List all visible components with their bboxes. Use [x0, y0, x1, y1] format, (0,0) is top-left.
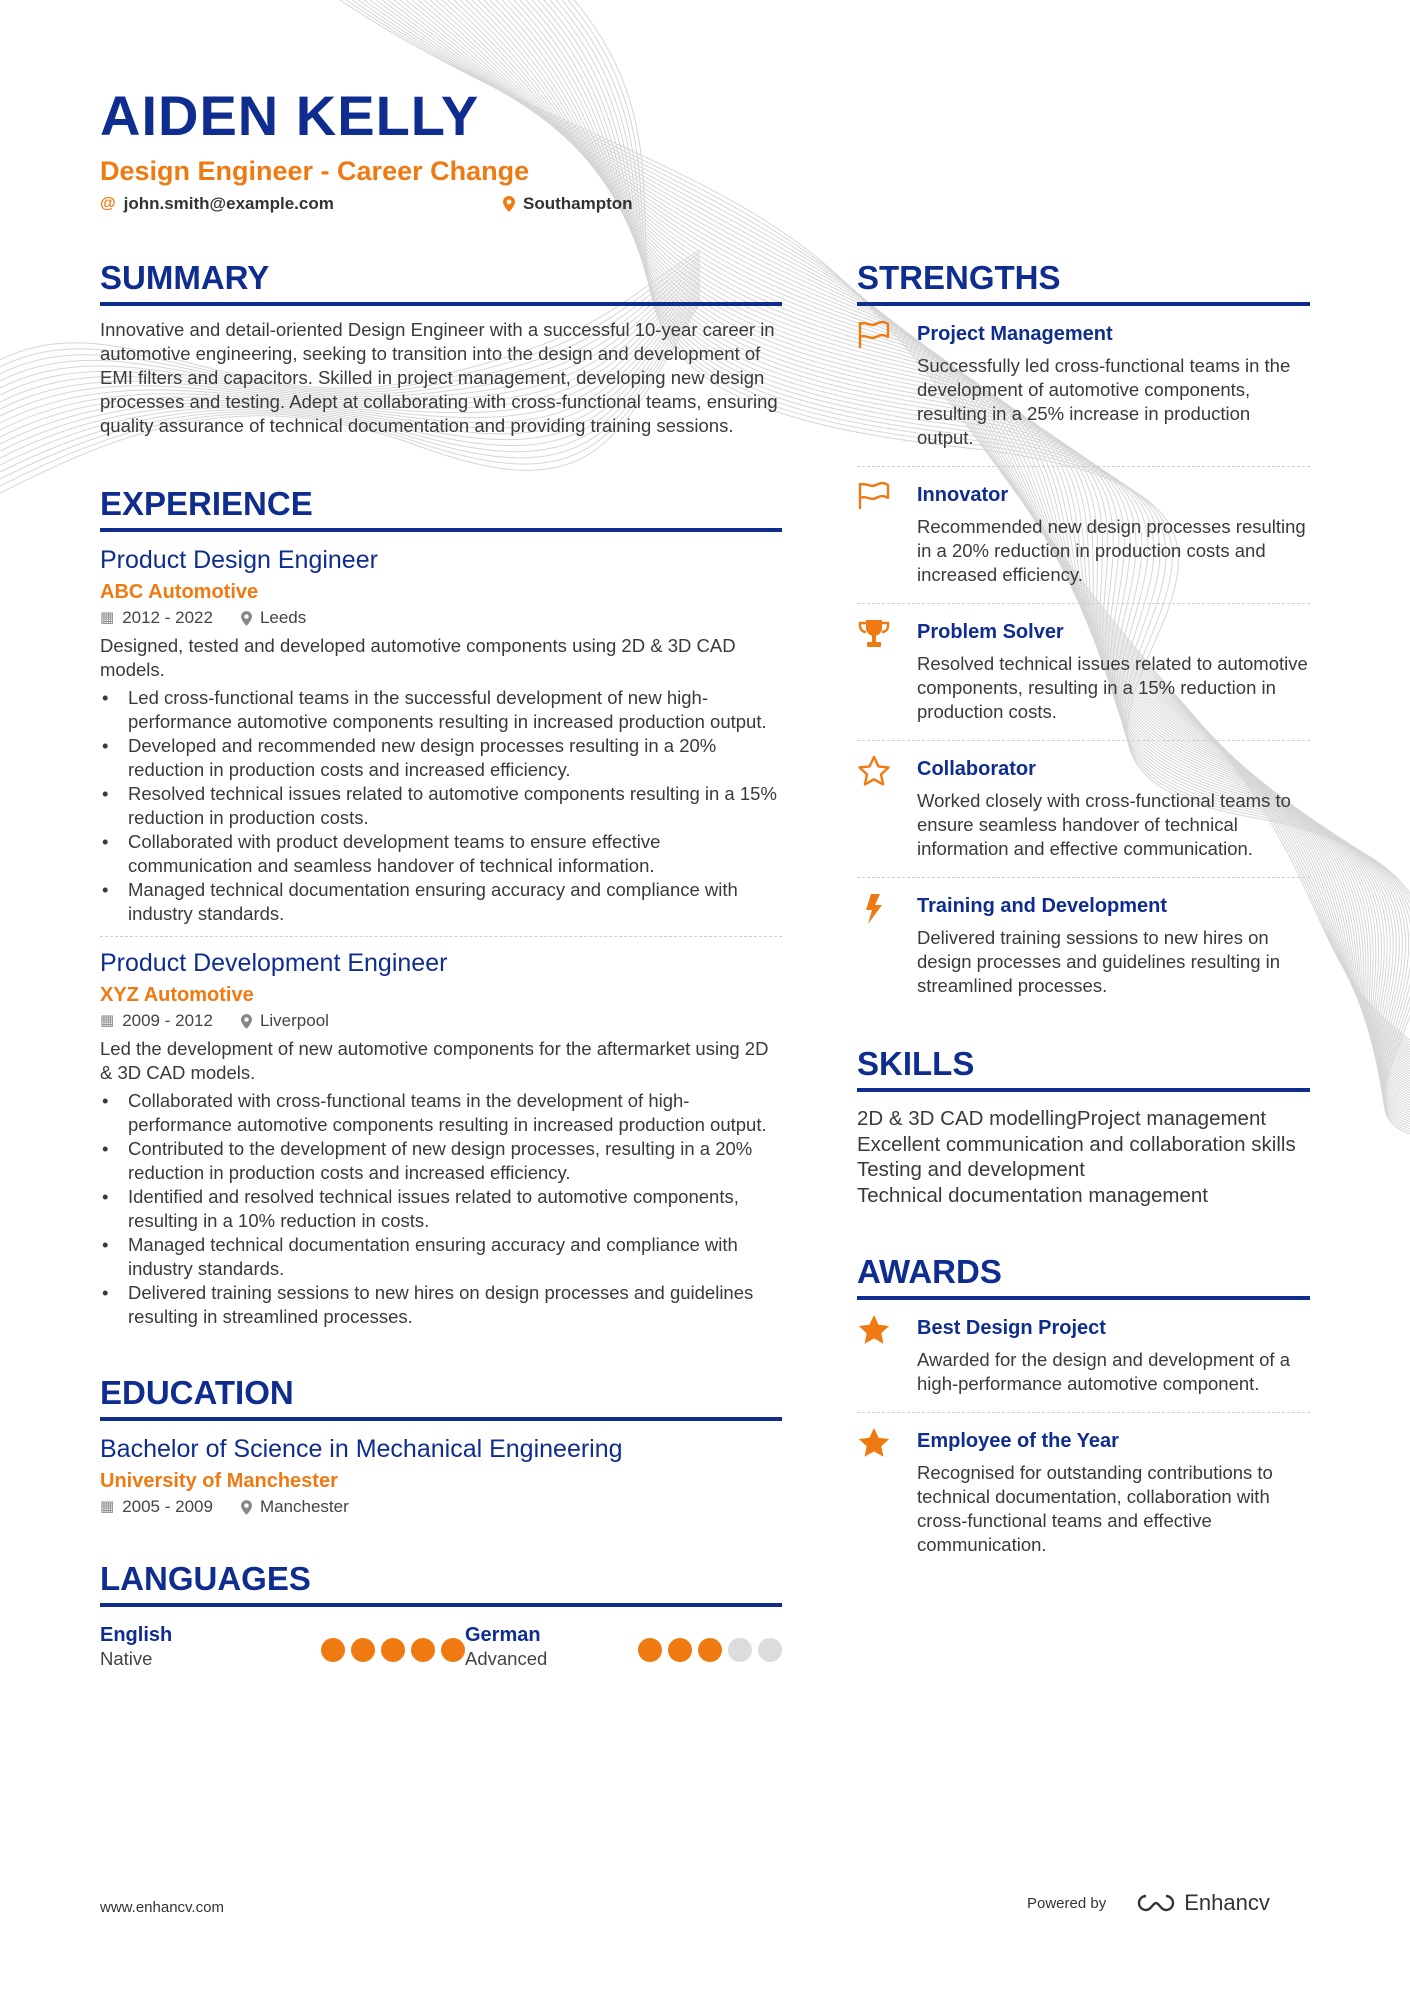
job-dates: 2009 - 2012 [122, 1011, 213, 1030]
list-item: • Contributed to the development of new design processes, resulting in a 20% reduction in production costs and increased efficiency. [100, 1137, 782, 1185]
languages-section [100, 1559, 782, 1671]
awards-section [857, 1252, 1310, 1557]
languages-heading: LANGUAGES [100, 1559, 782, 1607]
strength-title: Innovator [917, 484, 1009, 506]
at-icon: @ [100, 195, 116, 212]
left-column [100, 258, 782, 1671]
strength-title: Project Management [917, 323, 1113, 345]
awards-heading: AWARDS [857, 1252, 1310, 1300]
language-level: Native [100, 1648, 153, 1669]
job-location: Liverpool [259, 1011, 329, 1030]
strength-title: Training and Development [917, 895, 1168, 917]
list-item: • Resolved technical issues related to automotive components resulting in a 15% reduction in production costs. [100, 782, 782, 830]
language-item [100, 1623, 465, 1671]
skill-line: 2D & 3D CAD modellingProject management [857, 1107, 1267, 1130]
job-entry [100, 947, 782, 1329]
right-column [857, 258, 1310, 1557]
calendar-icon: ▦ [100, 1012, 115, 1029]
skill-line: Technical documentation management [857, 1183, 1208, 1207]
job-description: Designed, tested and developed automotive components using 2D & 3D CAD models. [100, 635, 736, 680]
flag-icon [857, 481, 917, 518]
flag-icon [857, 320, 917, 357]
job-bullets [100, 1089, 782, 1329]
location-pin-icon [241, 1500, 252, 1515]
skills-heading: SKILLS [857, 1044, 1310, 1092]
strength-item [857, 892, 1310, 998]
experience-section [100, 484, 782, 1329]
summary-section [100, 258, 782, 438]
strength-item [857, 755, 1310, 861]
job-company: ABC Automotive [100, 581, 259, 603]
strength-item [857, 320, 1310, 450]
enhancv-logo-icon [1132, 1892, 1176, 1914]
language-rating [638, 1638, 782, 1662]
contact-email[interactable] [100, 193, 334, 215]
degree-title: Bachelor of Science in Mechanical Engineering [100, 1435, 623, 1463]
star-icon [857, 1314, 917, 1353]
powered-by-label: Powered by [1027, 1894, 1107, 1912]
location-pin-icon [241, 1014, 252, 1029]
award-title: Employee of the Year [917, 1430, 1119, 1452]
languages-list [100, 1623, 782, 1671]
skill-line: Excellent communication and collaboration skills [857, 1132, 1296, 1156]
rating-dot-filled [638, 1638, 662, 1662]
skill-line: Testing and development [857, 1158, 1085, 1181]
rating-dot-filled [411, 1638, 435, 1662]
job-bullets [100, 686, 782, 926]
strength-title: Problem Solver [917, 621, 1064, 643]
award-title: Best Design Project [917, 1317, 1106, 1339]
school-name: University of Manchester [100, 1470, 338, 1492]
rating-dot-filled [351, 1638, 375, 1662]
language-item [465, 1623, 782, 1671]
list-item: • Led cross-functional teams in the successful development of new high-performance automotive components resulting in increased production output. [100, 686, 782, 734]
strength-text: Worked closely with cross-functional teams to ensure seamless handover of technical information and effective communication. [917, 790, 1291, 859]
footer-website[interactable]: www.enhancv.com [100, 1899, 224, 1916]
award-item [857, 1314, 1310, 1396]
strengths-heading: STRENGTHS [857, 258, 1310, 306]
strength-text: Resolved technical issues related to automotive components, resulting in a 15% reduction in production costs. [917, 653, 1308, 722]
list-item: • Collaborated with cross-functional teams in the development of high-performance automotive components resulting in increased production output. [100, 1089, 782, 1137]
language-level: Advanced [465, 1648, 548, 1669]
strength-divider [857, 603, 1310, 604]
job-location: Leeds [259, 608, 307, 627]
strength-title: Collaborator [917, 758, 1036, 780]
enhancv-logo[interactable] [1132, 1890, 1270, 1916]
job-description: Led the development of new automotive components for the aftermarket using 2D & 3D CAD models. [100, 1038, 769, 1083]
list-item: • Developed and recommended new design processes resulting in a 20% reduction in production costs and increased efficiency. [100, 734, 782, 782]
strength-item [857, 618, 1310, 724]
location-text: Southampton [523, 194, 633, 213]
award-text: Recognised for outstanding contributions to technical documentation, collaboration with cross-functional teams and effective communication. [917, 1462, 1273, 1555]
education-location: Manchester [259, 1497, 349, 1516]
list-item: • Identified and resolved technical issues related to automotive components, resulting in a 10% reduction in costs. [100, 1185, 782, 1233]
experience-heading: EXPERIENCE [100, 484, 782, 532]
star-outline-icon [857, 755, 917, 794]
job-meta [100, 1009, 782, 1033]
job-meta [100, 606, 782, 630]
strength-divider [857, 877, 1310, 878]
summary-heading: SUMMARY [100, 258, 782, 306]
strength-divider [857, 466, 1310, 467]
job-entry [100, 544, 782, 926]
language-name: English [100, 1624, 173, 1646]
lightning-icon [857, 892, 917, 933]
list-item: • Collaborated with product development teams to ensure effective communication and seamless handover of technical information. [100, 830, 782, 878]
email-text: john.smith@example.com [123, 194, 334, 213]
candidate-title: Design Engineer - Career Change [100, 156, 530, 186]
strength-divider [857, 740, 1310, 741]
strength-text: Recommended new design processes resulting in a 20% reduction in production costs and increased efficiency. [917, 516, 1306, 585]
strengths-section [857, 258, 1310, 998]
language-name: German [465, 1624, 541, 1646]
rating-dot-filled [381, 1638, 405, 1662]
enhancv-brand-text: Enhancv [1184, 1890, 1270, 1915]
education-section [100, 1373, 782, 1519]
skills-section [857, 1044, 1310, 1208]
summary-text: Innovative and detail-oriented Design Engineer with a successful 10-year career in automotive engineering, seeking to transition into the design and development of EMI filters and capacitors. Skilled in project management, developing new design processes and testing. Adept at collaborating with cross-functional teams, ensuring quality assurance of technical documentation and providing training sessions. [100, 319, 778, 436]
job-role: Product Development Engineer [100, 949, 448, 977]
skills-list [857, 1106, 1310, 1208]
rating-dot-empty [728, 1638, 752, 1662]
candidate-name: AIDEN KELLY [100, 84, 480, 147]
footer-branding [1027, 1890, 1270, 1916]
rating-dot-filled [698, 1638, 722, 1662]
language-rating [321, 1638, 465, 1662]
location-pin-icon [241, 611, 252, 626]
location-pin-icon [503, 196, 515, 212]
job-dates: 2012 - 2022 [122, 608, 213, 627]
rating-dot-empty [758, 1638, 782, 1662]
education-meta [100, 1495, 782, 1519]
rating-dot-filled [441, 1638, 465, 1662]
job-divider [100, 936, 782, 937]
rating-dot-filled [668, 1638, 692, 1662]
list-item: • Managed technical documentation ensuring accuracy and compliance with industry standards. [100, 878, 782, 926]
trophy-icon [857, 618, 917, 657]
award-text: Awarded for the design and development of a high-performance automotive component. [917, 1349, 1290, 1394]
calendar-icon: ▦ [100, 609, 115, 626]
calendar-icon: ▦ [100, 1498, 115, 1515]
rating-dot-filled [321, 1638, 345, 1662]
strength-item [857, 481, 1310, 587]
award-divider [857, 1412, 1310, 1413]
star-icon [857, 1427, 917, 1466]
strength-text: Delivered training sessions to new hires on design processes and guidelines resulting in streamlined processes. [917, 927, 1281, 996]
job-company: XYZ Automotive [100, 984, 254, 1006]
list-item: • Managed technical documentation ensuring accuracy and compliance with industry standards. [100, 1233, 782, 1281]
list-item: • Delivered training sessions to new hires on design processes and guidelines resulting in streamlined processes. [100, 1281, 782, 1329]
job-role: Product Design Engineer [100, 546, 378, 574]
award-item [857, 1427, 1310, 1557]
contact-location [503, 193, 633, 215]
education-heading: EDUCATION [100, 1373, 782, 1421]
strength-text: Successfully led cross-functional teams in the development of automotive components, resulting in a 25% increase in production output. [917, 355, 1291, 448]
education-dates: 2005 - 2009 [122, 1497, 213, 1516]
